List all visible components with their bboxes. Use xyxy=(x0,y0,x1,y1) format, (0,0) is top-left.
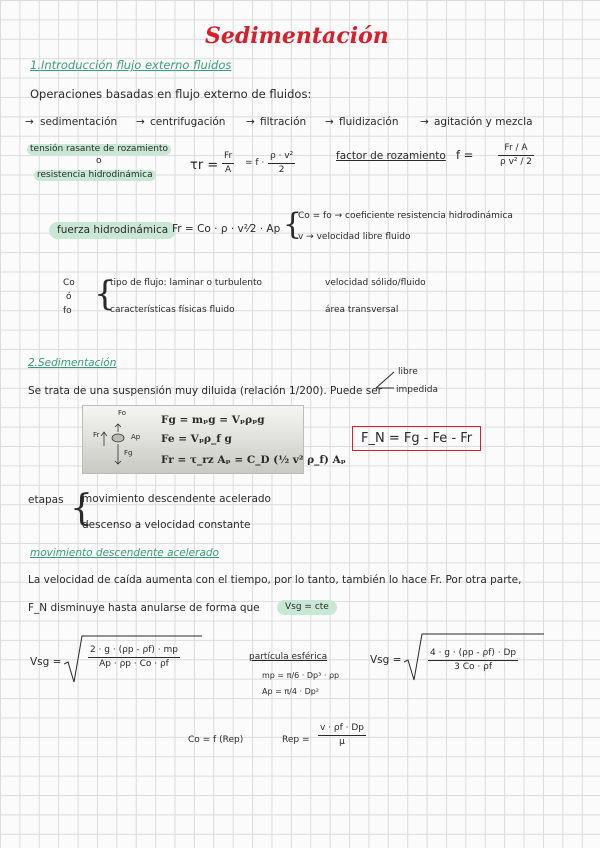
vsg-constant: Vsg = cte xyxy=(277,600,337,615)
factor-rozamiento-label: factor de rozamiento xyxy=(336,150,446,162)
tau-lhs: τr = xyxy=(190,158,219,173)
or-text: o xyxy=(96,156,102,166)
mp-equation: mp = π/6 · Dp³ · ρp xyxy=(262,671,340,680)
eq-fg: Fg = mₚg = Vₚρₚg xyxy=(161,414,265,426)
movimiento-heading: movimiento descendente acelerado xyxy=(30,547,219,559)
net-force-box xyxy=(352,426,481,451)
f-lhs: f = xyxy=(456,148,474,162)
co-symbol: Co xyxy=(63,278,75,288)
rep-numerator: v · ρf · Dp xyxy=(318,723,366,736)
definitions-brace: { xyxy=(283,207,303,242)
paragraph-line-1: La velocidad de caída aumenta con el tiempo, por lo tanto, también lo hace Fr. Por otra parte, xyxy=(28,574,522,586)
fo-label: Fo xyxy=(118,409,127,417)
vsg1-denominator: Ap · ρp · Co · ρf xyxy=(99,658,169,669)
vsg2-denominator: 3 Co · ρf xyxy=(454,661,492,672)
op-filtracion: filtración xyxy=(260,116,307,128)
ap-label: Ap xyxy=(131,433,141,441)
forces-diagram xyxy=(82,405,346,474)
depends-fluid-props: características físicas fluido xyxy=(110,305,235,315)
suspension-intro: Se trata de una suspensión muy diluida (relación 1/200). Puede ser xyxy=(28,385,382,397)
fr-equation: Fr = Co · ρ · v²⁄2 · Ap xyxy=(172,223,281,235)
tau-fraction xyxy=(222,151,234,176)
etapas-label: etapas xyxy=(28,494,64,506)
vsg-fraction-1 xyxy=(88,645,180,670)
ap-equation: Ap = π/4 · Dp² xyxy=(262,687,320,696)
paragraph-line-2: F_N disminuye hasta anularse de forma que xyxy=(28,602,260,614)
vsg1-numerator: 2 · g · (ρp - ρf) · mp xyxy=(88,645,180,658)
etapa-acelerado: movimiento descendente acelerado xyxy=(82,493,271,505)
tau2-fraction xyxy=(268,151,295,176)
depends-flow-type: tipo de flujo: laminar o turbulento xyxy=(110,278,263,288)
vsg-lhs-1: Vsg = xyxy=(30,656,62,668)
f-numerator: Fr / A xyxy=(498,143,534,156)
op-sedimentacion: sedimentación xyxy=(40,116,118,128)
op-fluidizacion: fluidización xyxy=(339,116,399,128)
section-2-heading: 2.Sedimentación xyxy=(28,357,117,369)
impedida-option: impedida xyxy=(396,385,438,395)
rep-fraction xyxy=(318,723,366,748)
arrow-icon: → xyxy=(25,116,34,128)
depends-brace: { xyxy=(94,274,116,314)
vsg-fraction-2 xyxy=(428,648,518,673)
fuerza-hidrodinamica-label: fuerza hidrodinámica xyxy=(49,222,176,239)
depends-velocity: velocidad sólido/fluido xyxy=(325,278,426,288)
etapas-brace: { xyxy=(70,488,93,529)
tau-mid: = f · xyxy=(245,158,265,168)
rep-lhs: Rep = xyxy=(282,735,310,745)
arrow-icon: → xyxy=(136,116,145,128)
tau-denominator: A xyxy=(225,164,232,175)
def-v: v → velocidad libre fluido xyxy=(298,232,411,242)
arrow-icon: → xyxy=(420,116,429,128)
particle-sketch xyxy=(101,418,131,468)
tension-rasante-label: tensión rasante de rozamiento xyxy=(27,144,171,155)
branch-lines xyxy=(374,366,398,392)
page-title: Sedimentación xyxy=(205,23,389,49)
particula-esferica-label: partícula esférica xyxy=(249,652,328,662)
section-1-heading: 1.Introducción flujo externo fluidos xyxy=(30,58,232,72)
vsg2-numerator: 4 · g · (ρp - ρf) · Dp xyxy=(428,648,518,661)
op-centrifugacion: centrifugación xyxy=(150,116,226,128)
f-fraction xyxy=(498,143,534,168)
fo-symbol: fo xyxy=(63,306,72,316)
operations-intro: Operaciones basadas en flujo externo de fluidos: xyxy=(30,87,312,101)
tau2-denominator: 2 xyxy=(278,164,285,175)
resistencia-label: resistencia hidrodinámica xyxy=(34,170,156,181)
rep-denominator: μ xyxy=(339,736,345,747)
f-denominator: ρ v² / 2 xyxy=(500,156,532,167)
etapa-constante: descenso a velocidad constante xyxy=(82,519,251,531)
net-force-equation: F_N = Fg - Fe - Fr xyxy=(361,431,473,446)
vsg-lhs-2: Vsg = xyxy=(370,654,402,666)
arrow-icon: → xyxy=(325,116,334,128)
def-co: Co = fo → coeficiente resistencia hidrodinámica xyxy=(298,211,513,221)
fr-label: Fr xyxy=(93,431,100,439)
arrow-icon: → xyxy=(246,116,255,128)
tau-numerator: Fr xyxy=(222,151,234,164)
cd-equation: Co = f (Rep) xyxy=(188,735,244,745)
depends-area: área transversal xyxy=(325,305,399,315)
fg-label: Fg xyxy=(124,449,133,457)
libre-option: libre xyxy=(398,367,418,377)
eq-fe: Fe = Vₚρ_f g xyxy=(161,433,232,445)
tau2-numerator: ρ · v² xyxy=(268,151,295,164)
op-agitacion: agitación y mezcla xyxy=(434,116,533,128)
eq-fr: Fr = τ_rz Aₚ = C_D (½ v² ρ_f) Aₚ xyxy=(161,454,346,466)
or-symbol: ó xyxy=(66,292,72,302)
